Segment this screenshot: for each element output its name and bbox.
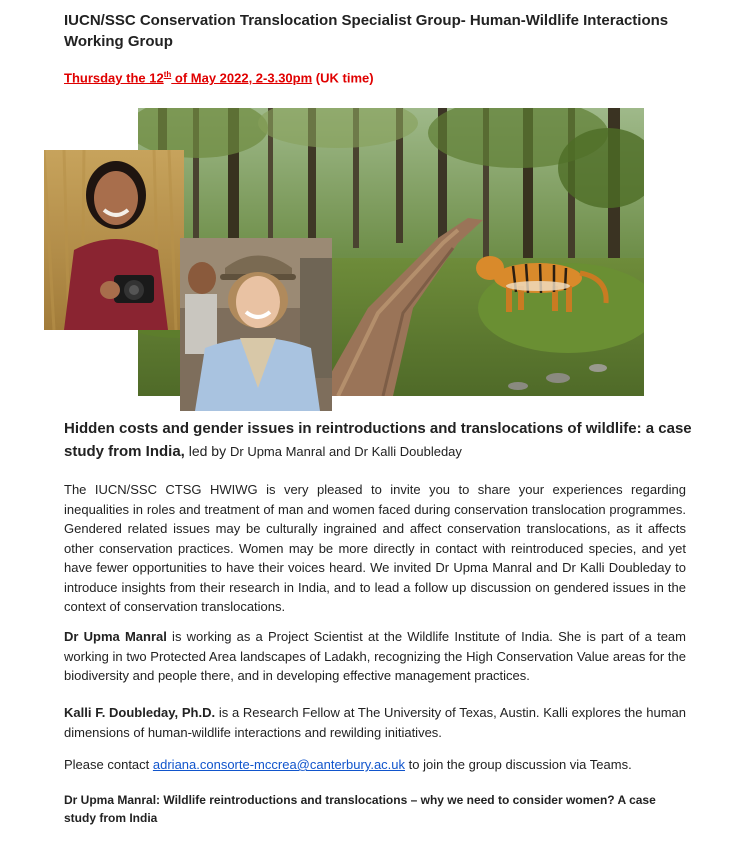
bio-kalli-doubleday (64, 703, 686, 742)
bio-kalli-doubleday-text: is a Research Fellow at The University of Texas, Austin. Kalli explores the human dimensions of human-wildlife interactions and rewilding initiatives. (64, 705, 686, 740)
event-date-timezone: (UK time) (312, 70, 374, 86)
contact-suffix: to join the group discussion via Teams. (405, 757, 632, 772)
talk-title: Dr Upma Manral: Wildlife reintroductions and translocations – why we need to consider women? A case study from India (64, 793, 656, 825)
speaker-photo-upma-manral (44, 150, 184, 330)
talk-subtitle-bold: Hidden costs and gender issues in reintroductions and translocations of wildlife: a case study from India, (64, 420, 692, 460)
page-title: IUCN/SSC Conservation Translocation Specialist Group- Human-Wildlife Interactions Working Group (64, 12, 669, 50)
contact-prefix: Please contact (64, 757, 153, 772)
talk-subtitle-speakers: Dr Upma Manral and Dr Kalli Doubleday (229, 444, 462, 459)
bio-upma-manral-name: Dr Upma Manral (64, 629, 167, 644)
event-date-prefix: Thursday the 12 (64, 70, 164, 86)
contact-email-link[interactable]: adriana.consorte-mccrea@canterbury.ac.uk (152, 757, 406, 772)
speaker-photo-kalli-doubleday (180, 238, 332, 411)
contact-paragraph (64, 755, 686, 775)
event-date-time: of May 2022, 2-3.30pm (171, 70, 313, 86)
bio-upma-manral (64, 627, 686, 686)
talk-subtitle (64, 418, 694, 463)
bio-kalli-doubleday-name: Kalli F. Doubleday, Ph.D. (64, 705, 216, 720)
event-date (64, 70, 374, 85)
event-date-ordinal: th (163, 70, 172, 79)
talk-subtitle-led-by: led by (184, 443, 230, 459)
woman-with-camera-image (44, 150, 184, 330)
bio-upma-manral-text: is working as a Project Scientist at the Wildlife Institute of India. She is part of a team working in two Protected Area landscapes of Ladakh, recognizing the High Conservation Value areas for the biodiversity and people there, and in developing effective management practices. (64, 629, 686, 683)
woman-in-cap-image (180, 238, 332, 411)
intro-paragraph: The IUCN/SSC CTSG HWIWG is very pleased to invite you to share your experiences regarding inequalities in roles and treatment of man and women faced during conservation translocation programmes. Gendered related issues may be culturally ingrained and affect conservation translocations, as it affects other conservation practices. Women may be more directly in contact with reintroduced species, and yet have fewer opportunities to have their voices heard. We invited Dr Upma Manral and Dr Kalli Doubleday to introduce insights from their research in India, and to lead a follow up discussion on gendered issues in the context of conservation translocations. (64, 482, 686, 614)
